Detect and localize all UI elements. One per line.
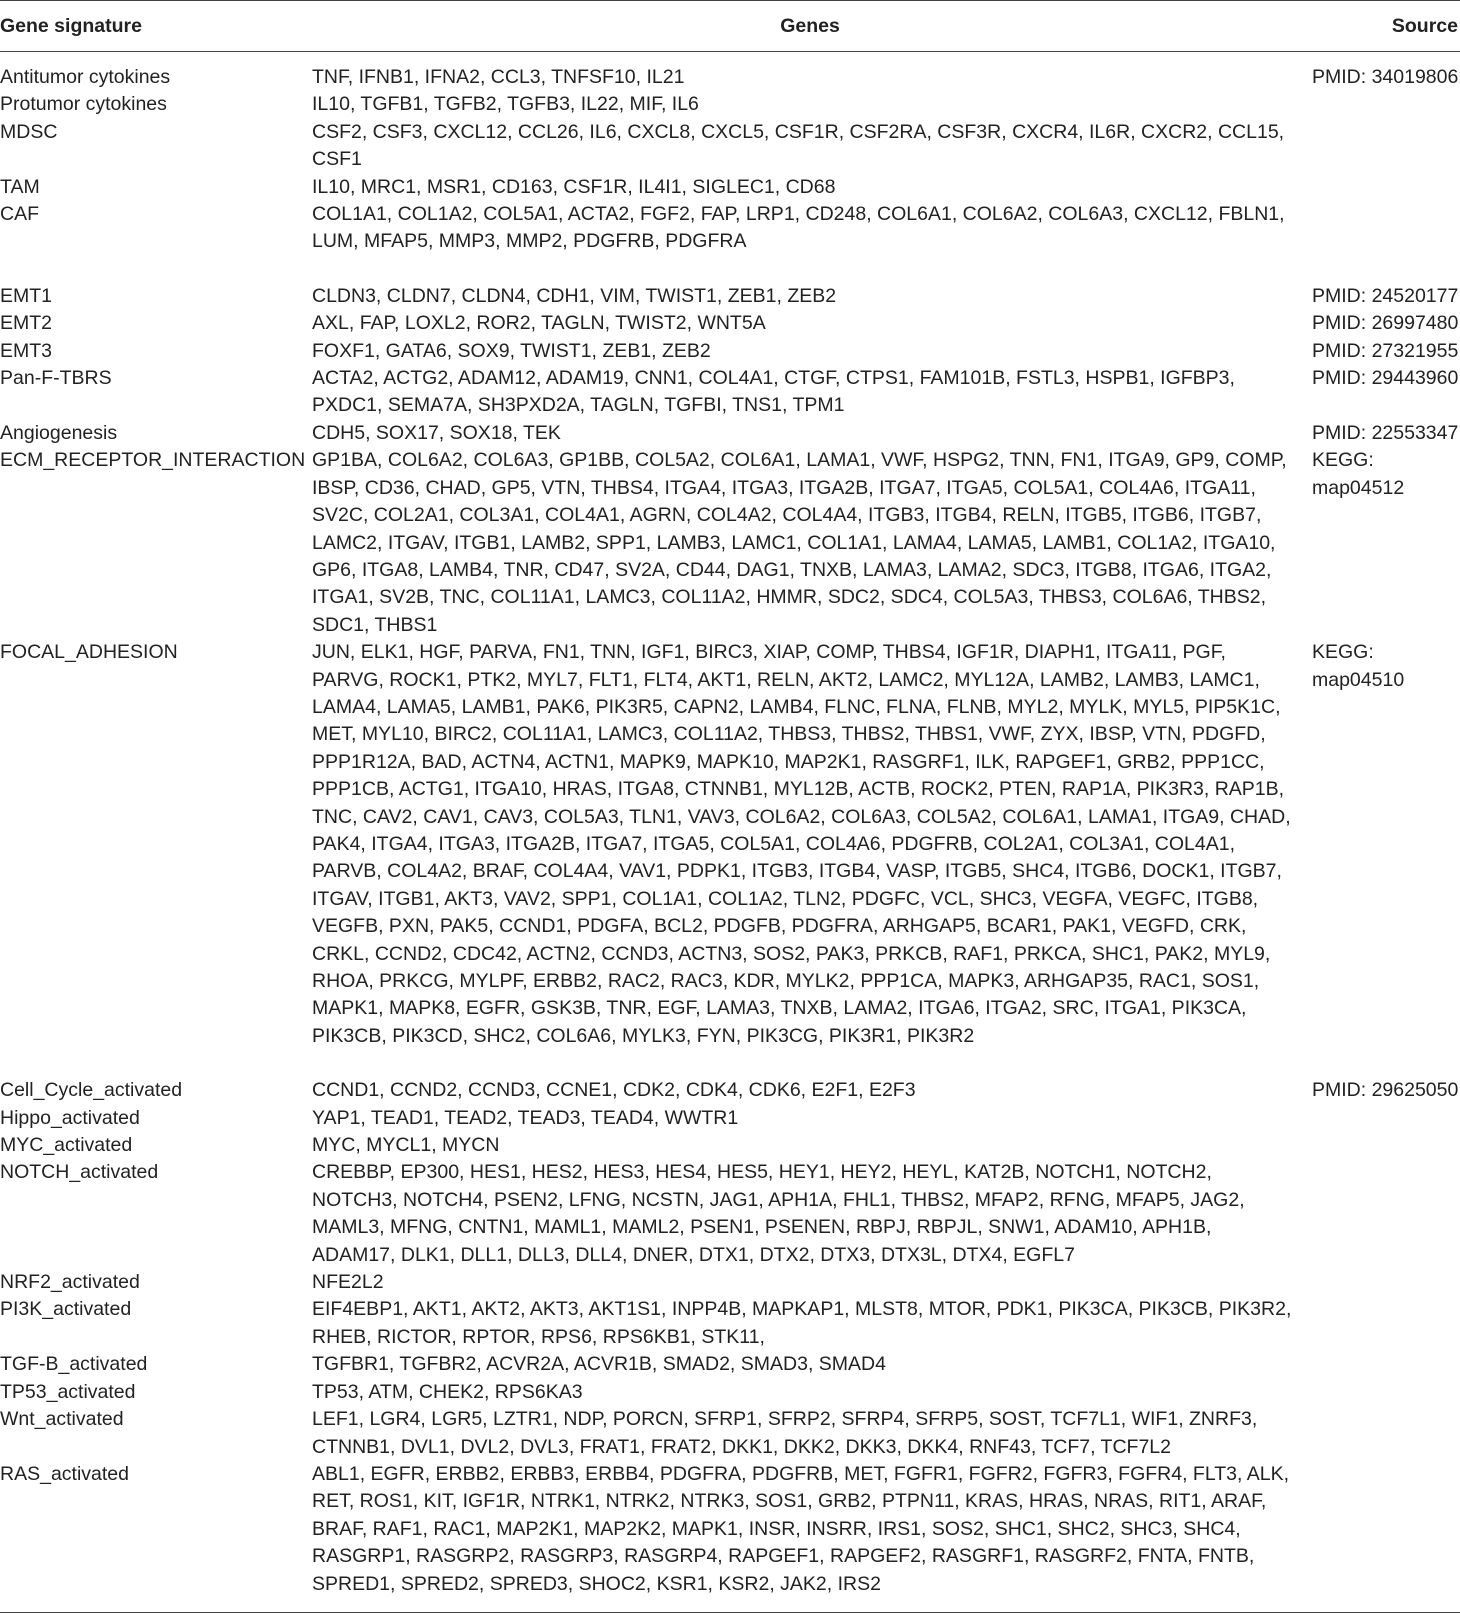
group-spacer-cell: [0, 256, 1460, 283]
source-cell: [1310, 1159, 1460, 1269]
group-spacer: [0, 1050, 1460, 1077]
source-cell: [1310, 1269, 1460, 1296]
source-cell: [1310, 201, 1460, 256]
genes-cell: NFE2L2: [312, 1271, 384, 1294]
signature-cell: Cell_Cycle_activated: [0, 1079, 183, 1102]
table-row: [0, 310, 1460, 337]
table-row: [0, 52, 1460, 92]
genes-cell: GP1BA, COL6A2, COL6A3, GP1BB, COL5A2, COL6A1, LAMA1, VWF, HSPG2, TNN, FN1, ITGA9, GP9, COMP, IBSP, CD36, CHAD, GP5, VTN, THBS4, ITGA4, ITGA3, ITGA2B, ITGA7, ITGA5, COL5A1, COL4A6, ITGA11, SV2C, COL2A1, COL3A1, COL4A1, AGRN, COL4A2, COL4A4, ITGB3, ITGB4, RELN, ITGB5, ITGB6, ITGB7, LAMC2, ITGAV, ITGB1, LAMB2, SPP1, LAMB3, LAMC1, COL1A1, LAMA4, LAMA5, LAMB1, COL1A2, ITGA10, GP6, ITGA8, LAMB4, TNR, CD47, SV2A, CD44, DAG1, TNXB, LAMA3, LAMA2, SDC3, ITGB8, ITGA6, ITGA2, ITGA1, SV2B, TNC, COL11A1, LAMC3, COL11A2, HMMR, SDC2, SDC4, COL5A3, THBS3, COL6A6, THBS2, SDC1, THBS1: [312, 449, 1287, 636]
signature-cell: TGF-B_activated: [0, 1353, 148, 1376]
table-row: [0, 1159, 1460, 1269]
table-row: [0, 639, 1460, 1050]
genes-cell: ACTA2, ACTG2, ADAM12, ADAM19, CNN1, COL4A1, CTGF, CTPS1, FAM101B, FSTL3, HSPB1, IGFBP3, PXDC1, SEMA7A, SH3PXD2A, TAGLN, TGFBI, TNS1, TPM1: [312, 367, 1235, 417]
source-cell: PMID: 34019806: [1312, 66, 1459, 88]
table-row: [0, 1351, 1460, 1378]
genes-cell: LEF1, LGR4, LGR5, LZTR1, NDP, PORCN, SFRP1, SFRP2, SFRP4, SFRP5, SOST, TCF7L1, WIF1, ZNRF3, CTNNB1, DVL1, DVL2, DVL3, FRAT1, FRAT2, DKK1, DKK2, DKK3, DKK4, RNF43, TCF7, TCF7L2: [312, 1408, 1258, 1458]
source-cell: KEGG: map04510: [1312, 641, 1405, 691]
source-cell: [1310, 91, 1460, 118]
table-row: [0, 1105, 1460, 1132]
source-cell: [1310, 1406, 1460, 1461]
genes-cell: CSF2, CSF3, CXCL12, CCL26, IL6, CXCL8, CXCL5, CSF1R, CSF2RA, CSF3R, CXCR4, IL6R, CXCR2, CCL15, CSF1: [312, 120, 1285, 171]
signature-cell: Antitumor cytokines: [0, 66, 171, 88]
table-row: [0, 420, 1460, 447]
table-row: [0, 1406, 1460, 1461]
signature-cell: TAM: [0, 175, 40, 198]
genes-cell: FOXF1, GATA6, SOX9, TWIST1, ZEB1, ZEB2: [312, 339, 711, 362]
table-header: [0, 1, 1460, 52]
signature-cell: ECM_RECEPTOR_INTERACTION: [0, 449, 306, 472]
source-cell: [1310, 1105, 1460, 1132]
signature-cell: FOCAL_ADHESION: [0, 641, 178, 664]
table-row: [0, 1269, 1460, 1296]
group-spacer: [0, 256, 1460, 283]
genes-cell: CLDN3, CLDN7, CLDN4, CDH1, VIM, TWIST1, ZEB1, ZEB2: [312, 284, 837, 307]
source-cell: [1310, 1379, 1460, 1406]
table-row: [0, 201, 1460, 256]
table-row: [0, 91, 1460, 118]
header-row: [0, 1, 1460, 52]
signature-cell: TP53_activated: [0, 1380, 136, 1403]
genes-cell: CDH5, SOX17, SOX18, TEK: [312, 421, 561, 444]
source-cell: [1310, 1461, 1460, 1613]
signature-cell: Hippo_activated: [0, 1106, 140, 1129]
signature-cell: MYC_activated: [0, 1134, 133, 1157]
source-cell: [1310, 1351, 1460, 1378]
header-source: Source: [1310, 1, 1460, 52]
genes-cell: MYC, MYCL1, MYCN: [312, 1134, 500, 1157]
signature-cell: Protumor cytokines: [0, 93, 167, 116]
source-cell: [1310, 119, 1460, 174]
genes-cell: COL1A1, COL1A2, COL5A1, ACTA2, FGF2, FAP, LRP1, CD248, COL6A1, COL6A2, COL6A3, CXCL12, FBLN1, LUM, MFAP5, MMP3, MMP2, PDGFRB, PDGFRA: [312, 203, 1285, 253]
table-row: [0, 1132, 1460, 1159]
source-cell: [1310, 1296, 1460, 1351]
signature-cell: NOTCH_activated: [0, 1161, 159, 1184]
source-cell: KEGG: map04512: [1312, 449, 1405, 499]
genes-cell: IL10, TGFB1, TGFB2, TGFB3, IL22, MIF, IL6: [312, 93, 699, 116]
signature-cell: RAS_activated: [0, 1461, 310, 1613]
genes-cell: YAP1, TEAD1, TEAD2, TEAD3, TEAD4, WWTR1: [312, 1106, 739, 1129]
table-row: [0, 119, 1460, 174]
genes-cell: IL10, MRC1, MSR1, CD163, CSF1R, IL4I1, SIGLEC1, CD68: [312, 175, 836, 198]
table-row: [0, 174, 1460, 201]
source-cell: PMID: 24520177: [1312, 284, 1459, 307]
table-body: [0, 52, 1460, 1613]
genes-cell: CREBBP, EP300, HES1, HES2, HES3, HES4, HES5, HEY1, HEY2, HEYL, KAT2B, NOTCH1, NOTCH2, NOTCH3, NOTCH4, PSEN2, LFNG, NCSTN, JAG1, APH1A, FHL1, THBS2, MFAP2, RFNG, MFAP5, JAG2, MAML3, MFNG, CNTN1, MAML1, MAML2, PSEN1, PSENEN, RBPJ, RBPJL, SNW1, ADAM10, APH1B, ADAM17, DLK1, DLL1, DLL3, DLL4, DNER, DTX1, DTX2, DTX3, DTX3L, DTX4, EGFL7: [312, 1161, 1245, 1266]
source-cell: [1310, 174, 1460, 201]
table-row: [0, 447, 1460, 639]
group-spacer-cell: [0, 1050, 1460, 1077]
signature-cell: Wnt_activated: [0, 1408, 124, 1431]
genes-cell: AXL, FAP, LOXL2, ROR2, TAGLN, TWIST2, WNT5A: [312, 312, 766, 335]
source-cell: PMID: 26997480: [1312, 312, 1459, 335]
header-gene-signature: Gene signature: [0, 1, 310, 52]
header-genes: Genes: [310, 1, 1310, 52]
genes-cell: TNF, IFNB1, IFNA2, CCL3, TNFSF10, IL21: [312, 66, 685, 88]
signature-cell: PI3K_activated: [0, 1298, 132, 1321]
signature-cell: NRF2_activated: [0, 1271, 140, 1294]
signature-cell: EMT1: [0, 284, 53, 307]
table-row: [0, 338, 1460, 365]
signature-cell: Pan-F-TBRS: [0, 367, 112, 390]
genes-cell: TGFBR1, TGFBR2, ACVR2A, ACVR1B, SMAD2, SMAD3, SMAD4: [312, 1353, 886, 1376]
genes-cell: TP53, ATM, CHEK2, RPS6KA3: [312, 1380, 583, 1403]
source-cell: [1310, 1132, 1460, 1159]
signature-cell: CAF: [0, 203, 39, 226]
genes-cell: CCND1, CCND2, CCND3, CCNE1, CDK2, CDK4, CDK6, E2F1, E2F3: [312, 1079, 916, 1102]
table-row: [0, 365, 1460, 420]
table-row: [0, 283, 1460, 310]
table-row: [0, 1461, 1460, 1613]
source-cell: PMID: 29625050: [1312, 1079, 1459, 1102]
genes-cell: JUN, ELK1, HGF, PARVA, FN1, TNN, IGF1, BIRC3, XIAP, COMP, THBS4, IGF1R, DIAPH1, ITGA11, PGF, PARVG, ROCK1, PTK2, MYL7, FLT1, FLT4, AKT1, RELN, AKT2, LAMC2, MYL12A, LAMB2, LAMB3, LAMC1, LAMA4, LAMA5, LAMB1, PAK6, PIK3R5, CAPN2, LAMB4, FLNC, FLNA, FLNB, MYL2, MYLK, MYL5, PIP5K1C, MET, MYL10, BIRC2, COL11A1, LAMC3, COL11A2, THBS3, THBS2, THBS1, VWF, ZYX, IBSP, VTN, PDGFD, PPP1R12A, BAD, ACTN4, ACTN1, MAPK9, MAPK10, MAP2K1, RASGRF1, ILK, RAPGEF1, GRB2, PPP1CC, PPP1CB, ACTG1, ITGA10, HRAS, ITGA8, CTNNB1, MYL12B, ACTB, ROCK2, PTEN, RAP1A, PIK3R3, RAP1B, TNC, CAV2, CAV1, CAV3, COL5A3, TLN1, VAV3, COL6A2, COL6A3, COL5A2, COL6A1, LAMA1, ITGA9, CHAD, PAK4, ITGA4, ITGA3, ITGA2B, ITGA7, ITGA5, COL5A1, COL4A6, PDGFRB, COL2A1, COL3A1, COL4A1, PARVB, COL4A2, BRAF, COL4A4, VAV1, PDPK1, ITGB3, ITGB4, VASP, ITGB5, SHC4, ITGB6, DOCK1, ITGB7, ITGAV, ITGB1, AKT3, VAV2, SPP1, COL1A1, COL1A2, TLN2, PDGFC, VCL, SHC3, VEGFA, VEGFC, ITGB8, VEGFB, PXN, PAK5, CCND1, PDGFA, BCL2, PDGFB, PDGFRA, ARHGAP5, BCAR1, PAK1, VEGFD, CRK, CRKL, CCND2, CDC42, ACTN2, CCND3, ACTN3, SOS2, PAK3, PRKCB, RAF1, PRKCA, SHC1, PAK2, MYL9, RHOA, PRKCG, MYLPF, ERBB2, RAC2, RAC3, KDR, MYLK2, PPP1CA, MAPK3, ARHGAP35, RAC1, SOS1, MAPK1, MAPK8, EGFR, GSK3B, TNR, EGF, LAMA3, TNXB, LAMA2, ITGA6, ITGA2, SRC, ITGA1, PIK3CA, PIK3CB, PIK3CD, SHC2, COL6A6, MYLK3, FYN, PIK3CG, PIK3R1, PIK3R2: [312, 641, 1291, 1047]
table-row: [0, 1379, 1460, 1406]
signature-cell: MDSC: [0, 120, 58, 143]
table-row: [0, 1077, 1460, 1104]
source-cell: PMID: 27321955: [1312, 339, 1459, 362]
source-cell: PMID: 29443960: [1312, 367, 1459, 390]
table-row: [0, 1296, 1460, 1351]
signature-cell: EMT3: [0, 339, 53, 362]
source-cell: PMID: 22553347: [1312, 421, 1459, 444]
genes-cell: ABL1, EGFR, ERBB2, ERBB3, ERBB4, PDGFRA, PDGFRB, MET, FGFR1, FGFR2, FGFR3, FGFR4, FLT3, ALK, RET, ROS1, KIT, IGF1R, NTRK1, NTRK2, NTRK3, SOS1, GRB2, PTPN11, KRAS, HRAS, NRAS, RIT1, ARAF, BRAF, RAF1, RAC1, MAP2K1, MAP2K2, MAPK1, INSR, INSRR, IRS1, SOS2, SHC1, SHC2, SHC3, SHC4, RASGRP1, RASGRP2, RASGRP3, RASGRP4, RAPGEF1, RAPGEF2, RASGRF1, RASGRF2, FNTA, FNTB, SPRED1, SPRED2, SPRED3, SHOC2, KSR1, KSR2, JAK2, IRS2: [310, 1461, 1310, 1613]
signature-cell: EMT2: [0, 312, 53, 335]
signature-cell: Angiogenesis: [0, 421, 118, 444]
genes-cell: EIF4EBP1, AKT1, AKT2, AKT3, AKT1S1, INPP4B, MAPKAP1, MLST8, MTOR, PDK1, PIK3CA, PIK3CB, PIK3R2, RHEB, RICTOR, RPTOR, RPS6, RPS6KB1, STK11,: [312, 1298, 1292, 1348]
